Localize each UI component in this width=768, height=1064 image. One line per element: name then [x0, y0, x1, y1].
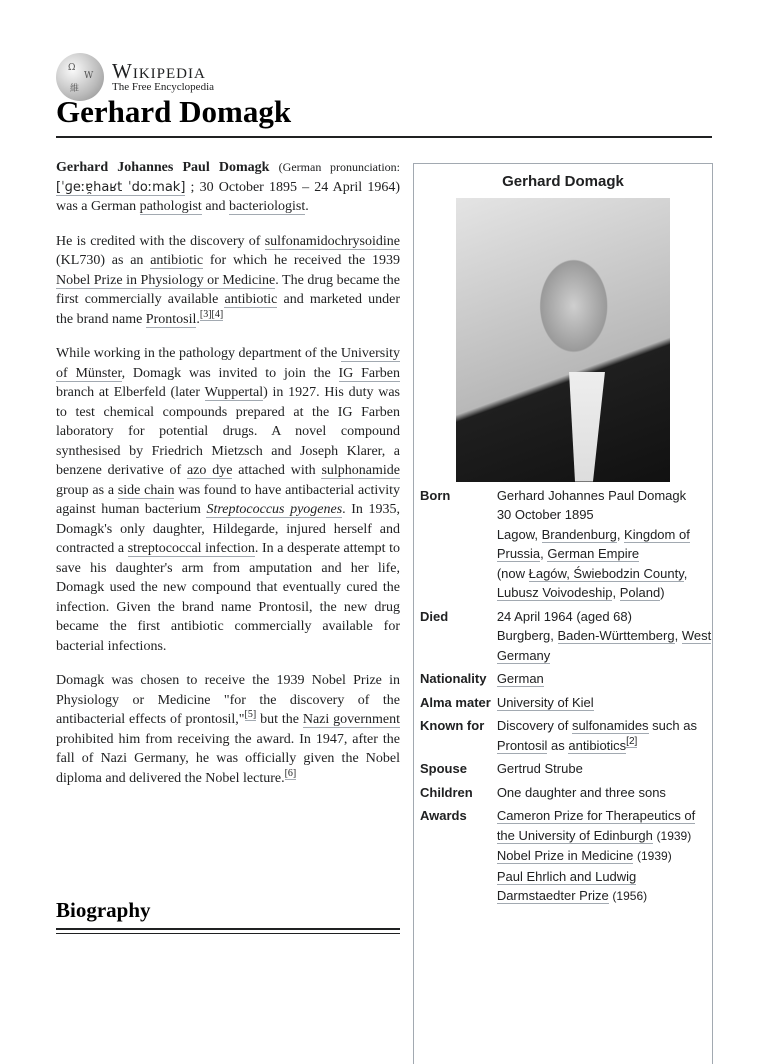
infobox-row	[420, 693, 712, 717]
title-divider	[56, 136, 712, 138]
text: group as a	[56, 482, 118, 498]
infobox-row	[420, 669, 712, 693]
ipa-link[interactable]: [ˈɡeːɐ̯haʁt ˈdoːmak]	[56, 179, 186, 195]
infobox-value	[497, 759, 712, 783]
small-text: (German pronunciation:	[278, 160, 400, 174]
infobox-label: Children	[420, 784, 473, 800]
wiki-link[interactable]: sulphonamide	[321, 463, 400, 478]
bold-name: Gerhard Johannes Paul Domagk	[56, 160, 270, 175]
small-text: (1939)	[656, 828, 692, 843]
wiki-link[interactable]: sulfonamidochrysoidine	[264, 233, 400, 249]
infobox-row	[420, 783, 712, 807]
text: as	[547, 737, 569, 753]
wiki-link[interactable]: Paul Ehrlich and Ludwig Darmstaedter Prize	[496, 868, 637, 903]
infobox-label: Born	[420, 487, 451, 503]
text: . In 1935, Domagk's only daughter, Hildegarde, injured herself and contracted a	[56, 502, 400, 556]
infobox-label: Alma mater	[420, 694, 491, 710]
logo-tagline: The Free Encyclopedia	[112, 81, 215, 93]
wiki-link[interactable]: German	[496, 671, 544, 686]
text: attached with	[232, 463, 322, 478]
text: One daughter and three sons	[496, 784, 666, 800]
wiki-link[interactable]: Baden-Württemberg	[557, 628, 675, 643]
small-text: (1956)	[612, 889, 648, 903]
infobox-value	[497, 607, 712, 670]
wiki-link[interactable]: IG Farben	[338, 365, 400, 381]
section-divider	[56, 928, 400, 934]
wiki-link[interactable]: Prontosil	[496, 737, 548, 753]
text: such as	[648, 718, 697, 733]
text: ,	[674, 628, 682, 643]
section-heading-biography: Biography	[56, 898, 151, 922]
wiki-link[interactable]: Brandenburg	[541, 526, 617, 542]
text: Discovery of	[496, 718, 572, 733]
paragraph	[56, 671, 400, 788]
wiki-link[interactable]: Cameron Prize for Therapeutics of the University of Edinburgh	[496, 808, 696, 843]
wiki-link[interactable]: antibiotics	[568, 737, 627, 753]
text: While working in the pathology department of the	[56, 346, 341, 361]
paragraph	[56, 232, 400, 330]
infobox-label: Nationality	[420, 671, 487, 686]
text: 30 October 1895	[496, 507, 594, 522]
text: 24 April 1964 (aged 68)	[496, 608, 632, 624]
infobox-label: Died	[420, 608, 449, 624]
text: and marketed under the brand name	[56, 292, 400, 327]
text: (now	[496, 565, 529, 581]
wiki-link[interactable]: Nazi government	[302, 712, 401, 727]
page-title: Gerhard Domagk	[56, 94, 292, 129]
text: . In a desperate attempt to save his daughter's arm from amputation and her life, Domagk used the new compound that eventually cured the infection. Given the brand name Prontosil, the new drug became the first antibiotic commercially available for bacterial infections.	[56, 541, 400, 654]
citation-link[interactable]: [6]	[284, 767, 297, 779]
text: Lagow,	[496, 526, 542, 542]
infobox-row	[420, 486, 712, 607]
text: Gerhard Johannes Paul Domagk	[496, 487, 687, 503]
wiki-link[interactable]: Streptococcus pyogenes	[206, 502, 343, 517]
wiki-link[interactable]: Kingdom of Prussia	[496, 526, 690, 561]
infobox-row	[420, 759, 712, 783]
wiki-link[interactable]: University of Kiel	[496, 694, 594, 710]
text: ,	[683, 565, 688, 581]
wiki-link[interactable]: Nobel Prize in Medicine	[496, 848, 634, 863]
infobox-value	[497, 669, 712, 693]
infobox-label: Awards	[420, 808, 467, 823]
infobox-value	[497, 486, 712, 607]
infobox-table	[420, 486, 712, 911]
wiki-link[interactable]: antibiotic	[224, 292, 278, 307]
wiki-link[interactable]: azo dye	[186, 463, 233, 478]
text: Domagk was chosen to receive the 1939 Nobel Prize in Physiology or Medicine "for the discovery of the antibacterial effects of prontosil,"	[56, 673, 400, 727]
infobox-label: Spouse	[420, 761, 467, 776]
text: for which he received the 1939	[203, 253, 400, 268]
text: ) in 1927. His duty was to test chemical compounds prepared at the IG Farben laboratory for potential drugs. A novel compound synthesised by Friedrich Mietzsch and Joseph Klarer, a benzene derivative of	[56, 385, 400, 478]
infobox	[413, 163, 713, 1064]
text: Burgberg,	[496, 628, 558, 643]
wiki-link[interactable]: University of Münster	[56, 346, 400, 381]
text: prohibited him from receiving the award. In 1947, after the fall of Nazi Germany, he was officially given the Nobel diploma and delivered the Nobel lecture.	[56, 731, 400, 786]
infobox-row	[420, 607, 712, 670]
wiki-link[interactable]: Nobel Prize in Physiology or Medicine	[56, 272, 276, 288]
wiki-link[interactable]: antibiotic	[150, 253, 204, 268]
infobox-value	[497, 693, 712, 717]
paragraph	[56, 344, 400, 656]
wiki-link[interactable]: Wuppertal	[204, 385, 264, 400]
text: Gertrud Strube	[496, 761, 583, 776]
text: ,	[616, 526, 625, 542]
text: , Domagk was invited to join the	[121, 365, 339, 381]
portrait-photo[interactable]	[456, 198, 670, 482]
infobox-value	[497, 783, 712, 807]
logo-wordmark: Wikipedia	[112, 59, 206, 83]
article-body	[56, 158, 400, 803]
text: but the	[256, 712, 303, 727]
infobox-value	[497, 716, 712, 759]
citation	[200, 309, 223, 321]
wiki-link[interactable]: Lubusz Voivodeship	[496, 585, 613, 600]
citation-link[interactable]: [5]	[244, 709, 257, 721]
infobox-row	[420, 716, 712, 759]
infobox-caption: Gerhard Domagk	[502, 173, 624, 190]
text: .	[196, 311, 200, 327]
text: )	[660, 585, 665, 600]
small-text: (1939)	[637, 849, 672, 863]
wiki-link[interactable]: Prontosil	[145, 311, 197, 327]
wiki-link[interactable]: German Empire	[547, 546, 640, 561]
citation-link[interactable]: [2]	[626, 736, 638, 748]
wiki-link[interactable]: sulfonamides	[571, 718, 649, 733]
wiki-link[interactable]: Poland	[619, 585, 661, 600]
text: ; 30 October 1895 – 24 April 1964) was a German	[56, 179, 401, 214]
citation	[285, 768, 297, 780]
wiki-link[interactable]: bacteriologist	[229, 199, 306, 214]
text: .	[305, 199, 309, 214]
citation	[245, 709, 257, 721]
wiki-link[interactable]: pathologist	[139, 199, 202, 214]
paragraph	[56, 158, 400, 217]
infobox-value	[497, 806, 712, 911]
infobox-row	[420, 806, 712, 911]
wikipedia-globe-icon: Ω W 維	[56, 53, 104, 101]
infobox-label: Known for	[420, 718, 485, 733]
text: . The drug became the first commercially available	[56, 272, 400, 307]
text	[269, 160, 278, 175]
citation-link[interactable]: [3][4]	[199, 308, 224, 320]
text: branch at Elberfeld (later	[56, 385, 205, 400]
text: was found to have antibacterial activity against human bacterium	[56, 482, 400, 517]
citation	[626, 736, 637, 748]
text: ,	[540, 546, 548, 561]
wiki-link[interactable]: streptococcal infection	[127, 541, 255, 556]
wiki-link[interactable]: side chain	[117, 482, 175, 498]
text: (KL730) as an	[56, 253, 151, 268]
text: and	[201, 199, 230, 214]
wiki-link[interactable]: West Germany	[496, 628, 712, 663]
text: He is credited with the discovery of	[56, 233, 265, 249]
text: ,	[612, 585, 620, 600]
wiki-link[interactable]: Łagów, Świebodzin County	[528, 565, 684, 581]
